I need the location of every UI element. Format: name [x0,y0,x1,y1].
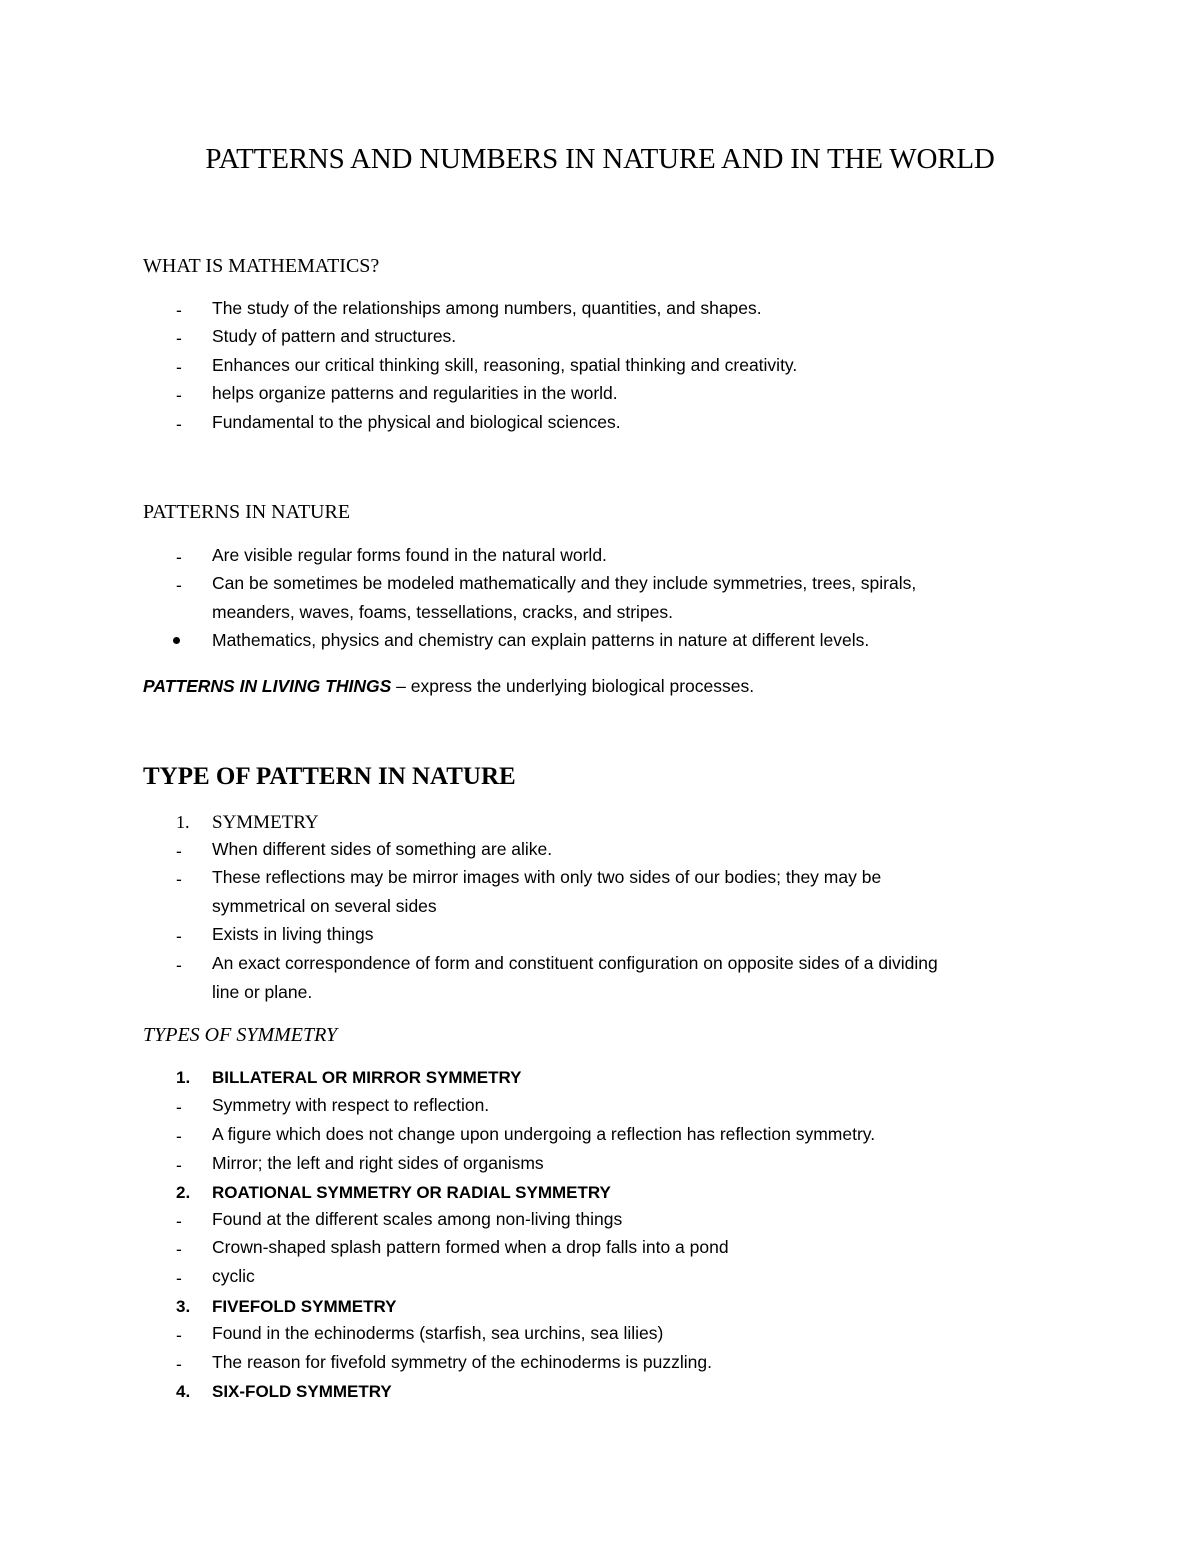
dash-marker: - [176,414,182,434]
dash-marker: - [176,1268,182,1288]
dash-marker: - [176,357,182,377]
list-item: Found at the different scales among non-living things [212,1209,623,1229]
dash-marker: - [176,1325,182,1345]
list-item: Mirror; the left and right sides of organisms [212,1153,544,1173]
list-number: 4. [176,1382,191,1401]
list-item: Crown-shaped splash pattern formed when a drop falls into a pond [212,1237,729,1257]
dash-marker: - [176,575,182,595]
list-item: Symmetry with respect to reflection. [212,1095,490,1115]
bullet-dot [173,637,180,644]
subheading-bilateral: BILLATERAL OR MIRROR SYMMETRY [212,1068,522,1087]
heading-type-of-pattern: TYPE OF PATTERN IN NATURE [143,763,516,790]
dash-marker: - [176,926,182,946]
list-item: Mathematics, physics and chemistry can explain patterns in nature at different levels. [212,630,870,650]
list-item: Exists in living things [212,924,374,944]
list-item: These reflections may be mirror images with only two sides of our bodies; they may be [212,867,882,887]
dash-marker: - [176,955,182,975]
dash-marker: - [176,869,182,889]
list-item-continuation: line or plane. [212,982,313,1002]
list-number: 3. [176,1297,191,1316]
dash-marker: - [176,1239,182,1259]
dash-marker: - [176,1126,182,1146]
list-item: Fundamental to the physical and biological sciences. [212,412,621,432]
heading-what-is-mathematics: WHAT IS MATHEMATICS? [143,255,380,277]
list-item: helps organize patterns and regularities in the world. [212,383,618,403]
list-item: The reason for fivefold symmetry of the echinoderms is puzzling. [212,1352,712,1372]
document-title: PATTERNS AND NUMBERS IN NATURE AND IN THE WORLD [205,143,995,175]
list-number: 2. [176,1183,191,1202]
dash-marker: - [176,385,182,405]
dash-marker: - [176,1354,182,1374]
heading-types-of-symmetry: TYPES OF SYMMETRY [143,1024,338,1046]
dash-marker: - [176,1211,182,1231]
list-item: A figure which does not change upon undergoing a reflection has reflection symmetry. [212,1124,876,1144]
list-item: Can be sometimes be modeled mathematically and they include symmetries, trees, spirals, [212,573,917,593]
list-item: Study of pattern and structures. [212,326,457,346]
list-item: cyclic [212,1266,255,1286]
subheading-rotational: ROATIONAL SYMMETRY OR RADIAL SYMMETRY [212,1183,611,1202]
list-item: When different sides of something are alike. [212,839,553,859]
list-item-continuation: symmetrical on several sides [212,896,437,916]
subheading-fivefold: FIVEFOLD SYMMETRY [212,1297,397,1316]
list-item: An exact correspondence of form and constituent configuration on opposite sides of a dividing [212,953,938,973]
list-item-continuation: meanders, waves, foams, tessellations, cracks, and stripes. [212,602,674,622]
dash-marker: - [176,547,182,567]
subheading-symmetry: SYMMETRY [212,812,319,833]
list-item: Are visible regular forms found in the natural world. [212,545,607,565]
list-number: 1. [176,1068,191,1087]
list-number: 1. [176,812,190,832]
living-things-label: PATTERNS IN LIVING THINGS [143,676,392,696]
list-item: Found in the echinoderms (starfish, sea urchins, sea lilies) [212,1323,664,1343]
dash-marker: - [176,841,182,861]
dash-marker: - [176,1097,182,1117]
living-things-text: – express the underlying biological processes. [396,676,755,696]
living-things-paragraph [143,678,754,696]
dash-marker: - [176,1155,182,1175]
heading-patterns-in-nature: PATTERNS IN NATURE [143,501,351,523]
subheading-sixfold: SIX-FOLD SYMMETRY [212,1382,392,1401]
list-item: Enhances our critical thinking skill, reasoning, spatial thinking and creativity. [212,355,798,375]
dash-marker: - [176,300,182,320]
dash-marker: - [176,328,182,348]
list-item: The study of the relationships among numbers, quantities, and shapes. [212,298,762,318]
